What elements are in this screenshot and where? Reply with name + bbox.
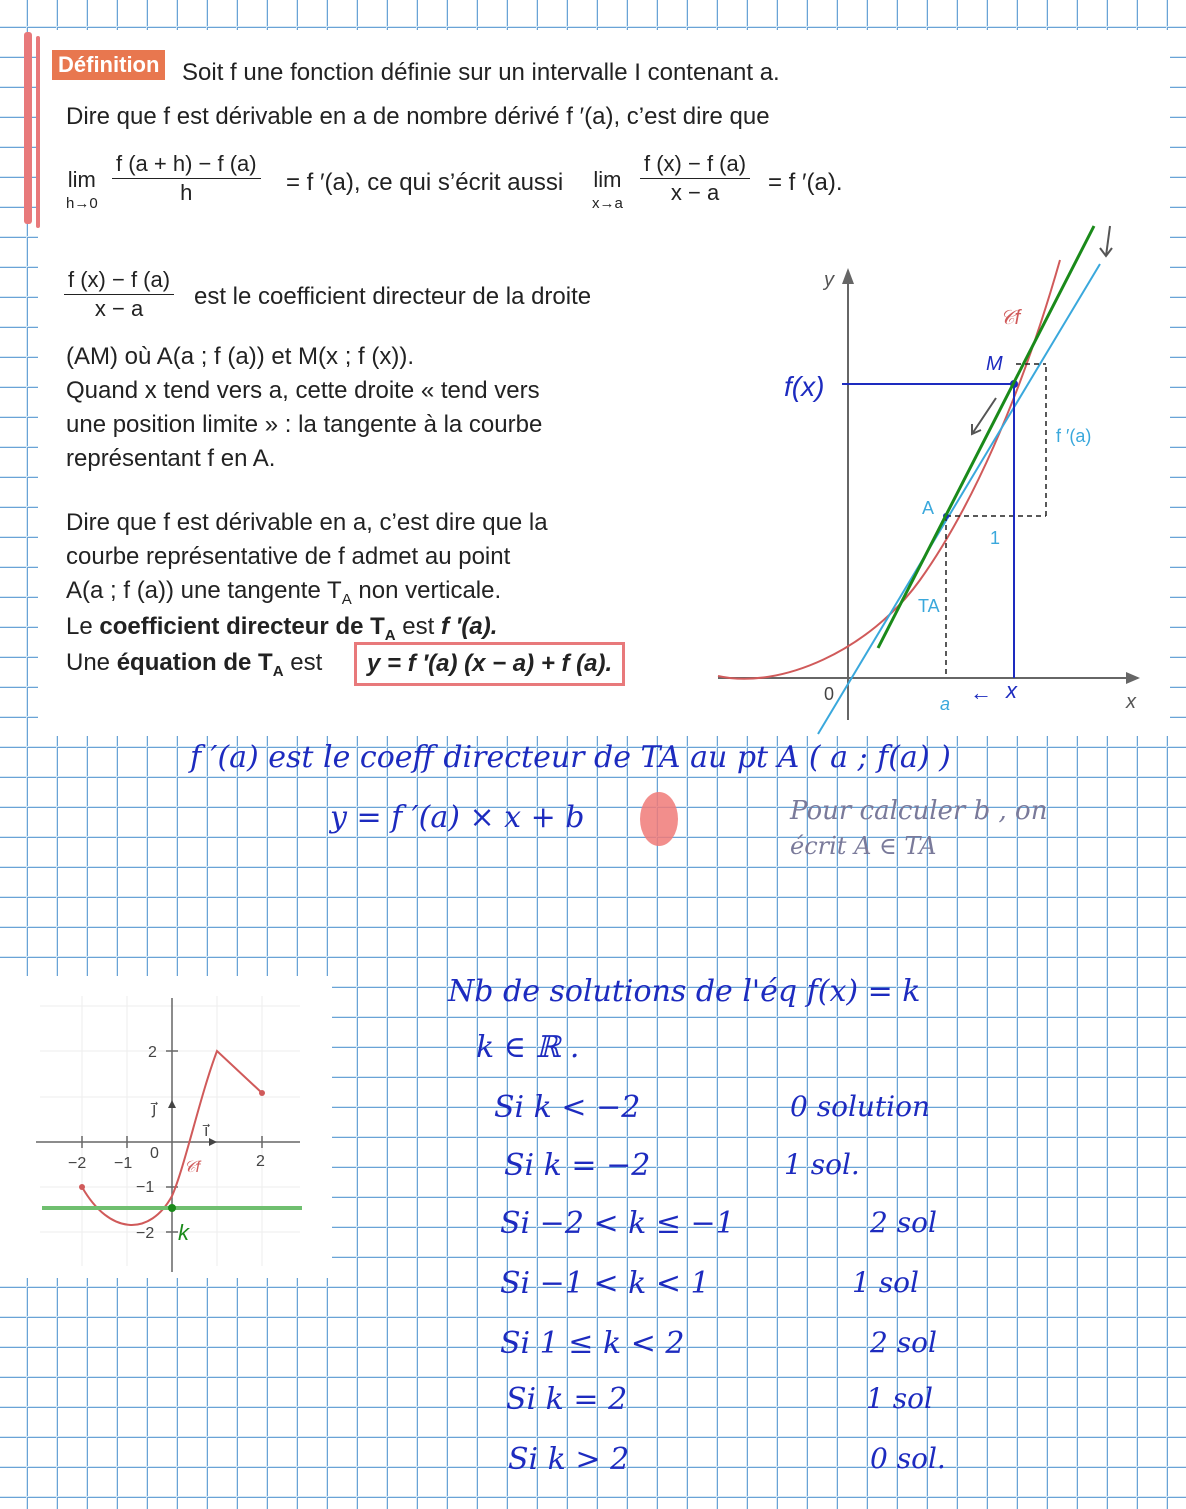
subscript: A <box>272 662 284 680</box>
para2-line-4b: coefficient directeur de T <box>99 613 385 640</box>
note-line-1: Pour calculer b , on <box>790 796 1048 826</box>
solutions-title: Nb de solutions de l'éq f(x) = k <box>448 974 921 1009</box>
fraction-denominator: x − a <box>670 180 720 205</box>
para1-line-1: est le coefficient directeur de la droite <box>194 283 592 310</box>
hand-fx-label: f(x) <box>784 371 825 402</box>
case-7-cond: Si k > 2 <box>508 1442 630 1477</box>
limit-1 <box>66 168 98 216</box>
hand-line-2 <box>330 800 584 835</box>
lim-sub: x→a <box>592 195 623 212</box>
para2-line-4a: Le <box>66 613 100 640</box>
para2-line-3a: A(a ; f (a)) une tangente T <box>66 577 342 604</box>
small-curve-label: 𝒞f <box>184 1159 201 1176</box>
case-5-result: 2 sol <box>870 1326 937 1359</box>
unit-label: 1 <box>990 528 1001 548</box>
i-vector-label: i⃗ <box>204 1123 209 1140</box>
para2-line-3b: non verticale. <box>351 577 502 604</box>
grey-arrow-mid <box>972 398 996 434</box>
hand-m-label: M <box>986 353 1003 375</box>
hand-line-1: f ′(a) est le coeff directeur de TA au pt A ( a ; f(a) ) <box>190 740 951 775</box>
fraction-denominator: x − a <box>94 296 144 321</box>
definition-line-1: Soit f une fonction définie sur un intervalle I contenant a. <box>182 59 780 86</box>
case-6-result: 1 sol <box>866 1382 933 1415</box>
case-3-cond: Si −2 < k ≤ −1 <box>500 1206 735 1241</box>
x-tick-minus2: −2 <box>68 1155 87 1172</box>
case-5-cond: Si 1 ≤ k < 2 <box>500 1326 685 1361</box>
case-2-result: 1 sol. <box>784 1148 860 1181</box>
case-7-result: 0 sol. <box>870 1442 946 1475</box>
curve-start-point <box>79 1184 85 1190</box>
case-4-result: 1 sol <box>852 1266 919 1299</box>
hand-arrow: ← <box>970 680 992 705</box>
case-1-result: 0 solution <box>790 1090 931 1123</box>
para1-line-4: une position limite » : la tangente à la courbe <box>66 411 543 438</box>
lim-op: lim <box>593 167 622 192</box>
fraction-1 <box>112 150 261 207</box>
para2-line-4c: est <box>395 613 441 640</box>
fraction-denominator: h <box>180 180 193 205</box>
curve-end-point <box>259 1090 265 1096</box>
para1-line-2: (AM) où A(a ; f (a)) et M(x ; f (x)). <box>66 343 415 370</box>
y-tick-minus2: −2 <box>136 1225 155 1242</box>
para2-line-4d: f ′(a). <box>440 613 498 640</box>
y-axis-arrow <box>842 268 854 284</box>
x-tick-2: 2 <box>256 1153 265 1170</box>
x-tick-minus1: −1 <box>114 1155 133 1172</box>
margin-marker-thin <box>36 36 40 228</box>
b-highlight <box>640 792 678 846</box>
case-1-cond: Si k < −2 <box>494 1090 641 1125</box>
x-axis-arrow <box>1126 672 1140 684</box>
fraction-numerator: f (x) − f (a) <box>640 150 750 179</box>
case-2-cond: Si k = −2 <box>504 1148 651 1183</box>
note-line-2: écrit A ∈ TA <box>790 832 937 860</box>
k-set: k ∈ ℝ . <box>476 1030 580 1065</box>
subscript: A <box>341 590 352 608</box>
fraction-numerator: f (x) − f (a) <box>64 266 174 295</box>
function-graph-card <box>0 976 332 1278</box>
margin-marker <box>24 32 32 224</box>
point-a-label: A <box>922 498 935 518</box>
x-tick-0: 0 <box>150 1145 159 1162</box>
hand-line-2a: y = f ′(a) × x + <box>330 800 566 835</box>
para2-line-5a: Une <box>66 649 117 676</box>
definition-end: = f ′(a). <box>768 169 843 196</box>
para2-line-5b: équation de T <box>116 649 273 676</box>
k-point <box>168 1204 176 1212</box>
origin-label: 0 <box>824 684 835 704</box>
function-graph <box>0 976 332 1278</box>
para2-line-1: Dire que f est dérivable en a, c’est dire que la <box>66 509 548 536</box>
definition-mid: = f ′(a), ce qui s’écrit aussi <box>286 169 564 196</box>
y-tick-minus1: −1 <box>136 1179 155 1196</box>
case-6-cond: Si k = 2 <box>506 1382 628 1417</box>
j-vector-label: j⃗ <box>152 1101 157 1118</box>
k-label: k <box>178 1220 189 1245</box>
y-tick-2: 2 <box>148 1044 157 1061</box>
case-3-result: 2 sol <box>870 1206 937 1239</box>
tangent-equation-box: y = f ′(a) (x − a) + f (a). <box>354 642 625 686</box>
curve-label: 𝒞f <box>1000 307 1021 329</box>
tick-a-label: a <box>940 694 951 714</box>
x-axis-label: x <box>1126 691 1136 713</box>
tangent-ta <box>818 264 1100 734</box>
tangent-label: TA <box>918 596 940 616</box>
hand-x-label: x <box>1006 678 1017 703</box>
lim-op: lim <box>67 167 96 192</box>
case-4-cond: Si −1 < k < 1 <box>500 1266 710 1301</box>
definition-badge: Définition <box>52 50 165 80</box>
limit-2 <box>592 168 623 216</box>
hand-b: b <box>565 800 585 835</box>
j-vector-arrow <box>168 1100 176 1108</box>
para1-line-5: représentant f en A. <box>66 445 276 472</box>
para2-line-5c: est <box>283 649 323 676</box>
para1-line-3: Quand x tend vers a, cette droite « tend vers <box>66 377 540 404</box>
para2-line-2: courbe représentative de f admet au point <box>66 543 511 570</box>
subscript: A <box>384 626 396 644</box>
y-axis-label: y <box>824 269 834 291</box>
fraction-3 <box>64 266 174 323</box>
tangent-diagram <box>700 220 1170 740</box>
fraction-2 <box>640 150 750 207</box>
fraction-numerator: f (a + h) − f (a) <box>112 150 261 179</box>
definition-line-2: Dire que f est dérivable en a de nombre dérivé f ′(a), c’est dire que <box>66 103 770 130</box>
para2-line-5 <box>66 646 322 689</box>
lim-sub: h→0 <box>66 195 98 212</box>
slope-label: f ′(a) <box>1056 426 1092 446</box>
i-vector-arrow <box>209 1138 217 1146</box>
